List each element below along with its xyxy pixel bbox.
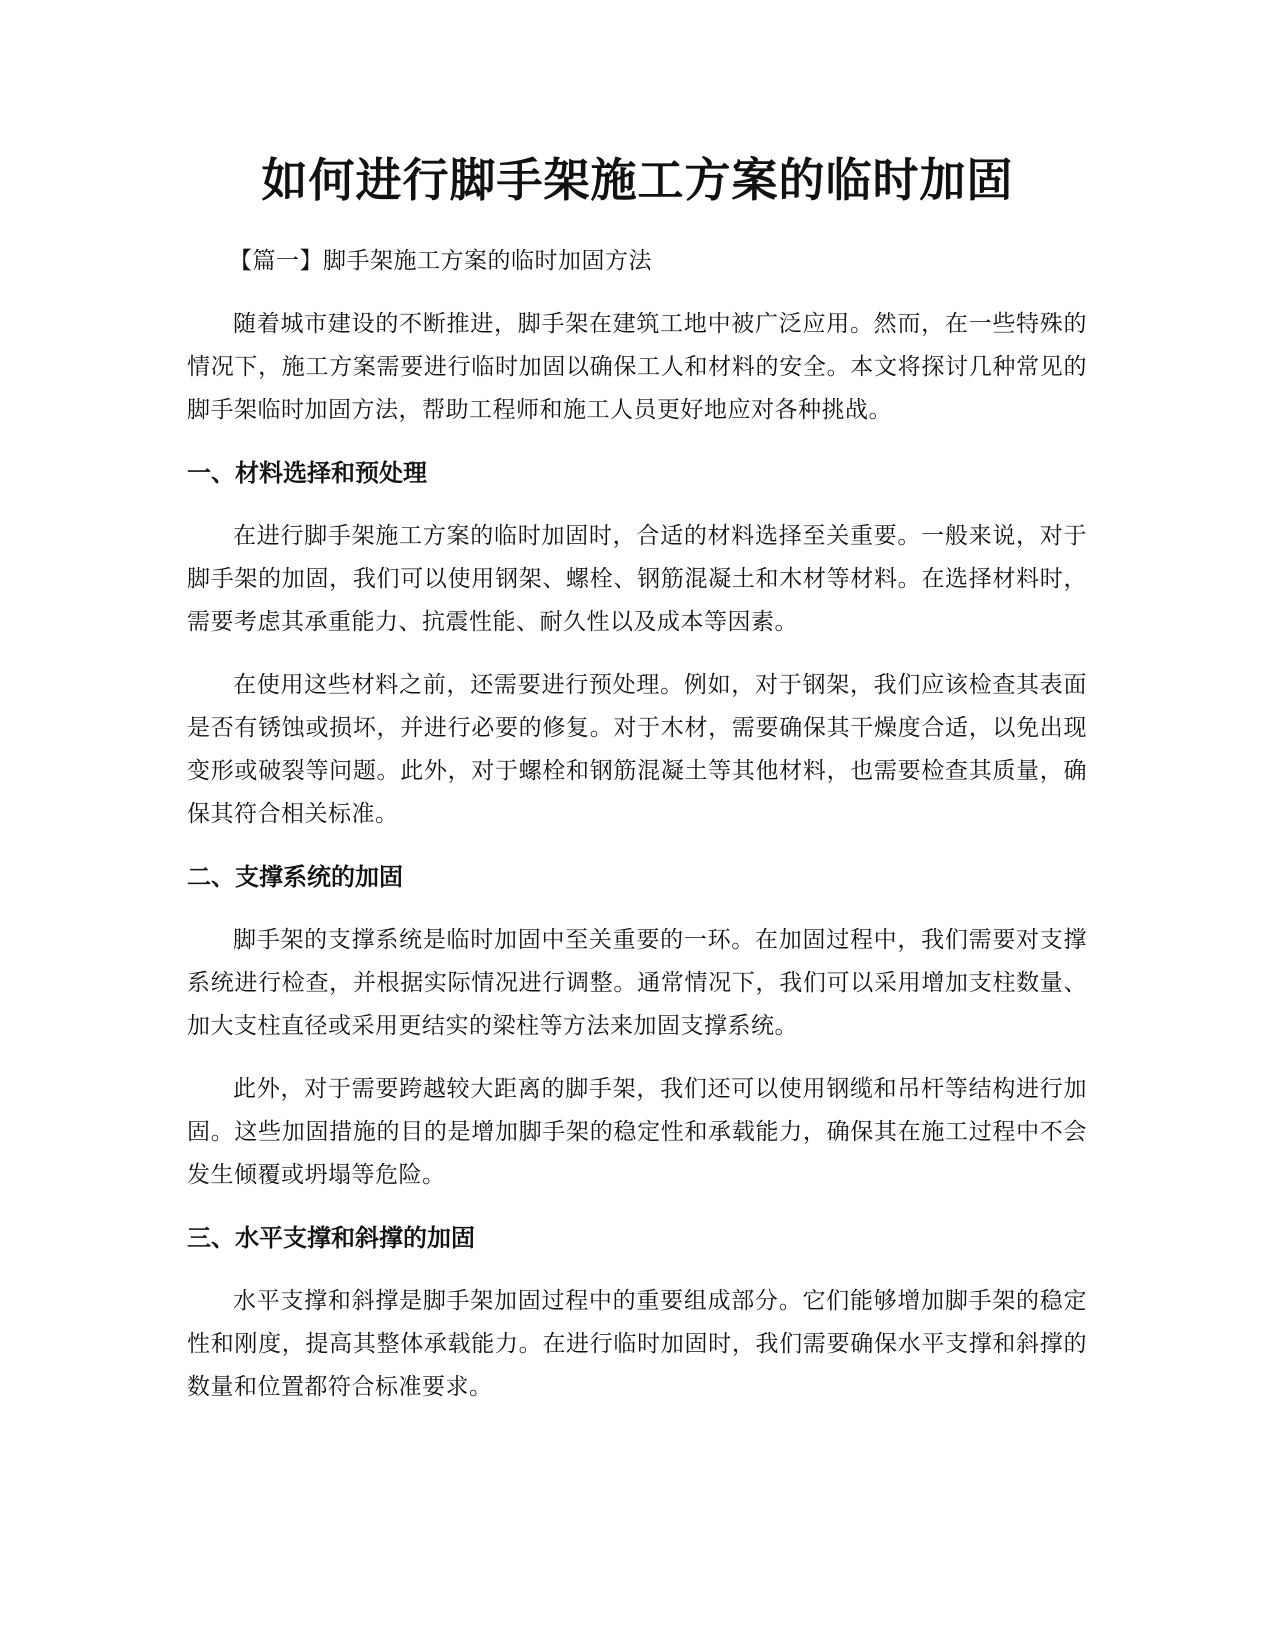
document-subtitle: 【篇一】脚手架施工方案的临时加固方法 (229, 248, 652, 274)
intro-paragraph: 随着城市建设的不断推进，脚手架在建筑工地中被广泛应用。然而，在一些特殊的情况下，施工方案需要进行临时加固以确保工人和材料的安全。本文将探讨几种常见的脚手架临时加固方法，帮助工程师和施工人员更好地应对各种挑战。 (187, 311, 1087, 423)
section-heading-bracing: 三、水平支撑和斜撑的加固 (187, 1224, 475, 1252)
document-title: 如何进行脚手架施工方案的临时加固 (261, 153, 1014, 207)
paragraph: 脚手架的支撑系统是临时加固中至关重要的一环。在加固过程中，我们需要对支撑系统进行检查，并根据实际情况进行调整。通常情况下，我们可以采用增加支柱数量、加大支柱直径或采用更结实的梁柱等方法来加固支撑系统。 (187, 927, 1087, 1039)
section-heading-support-system: 二、支撑系统的加固 (187, 863, 403, 891)
paragraph: 在使用这些材料之前，还需要进行预处理。例如，对于钢架，我们应该检查其表面是否有锈蚀或损坏，并进行必要的修复。对于木材，需要确保其干燥度合适，以免出现变形或破裂等问题。此外，对于螺栓和钢筋混凝土等其他材料，也需要检查其质量，确保其符合相关标准。 (187, 672, 1087, 827)
section-heading-materials: 一、材料选择和预处理 (187, 459, 427, 487)
paragraph: 在进行脚手架施工方案的临时加固时，合适的材料选择至关重要。一般来说，对于脚手架的加固，我们可以使用钢架、螺栓、钢筋混凝土和木材等材料。在选择材料时，需要考虑其承重能力、抗震性能、耐久性以及成本等因素。 (187, 523, 1087, 635)
paragraph: 水平支撑和斜撑是脚手架加固过程中的重要组成部分。它们能够增加脚手架的稳定性和刚度，提高其整体承载能力。在进行临时加固时，我们需要确保水平支撑和斜撑的数量和位置都符合标准要求。 (187, 1288, 1087, 1400)
document-body (187, 240, 1087, 1429)
paragraph: 此外，对于需要跨越较大距离的脚手架，我们还可以使用钢缆和吊杆等结构进行加固。这些加固措施的目的是增加脚手架的稳定性和承载能力，确保其在施工过程中不会发生倾覆或坍塌等危险。 (187, 1076, 1087, 1188)
